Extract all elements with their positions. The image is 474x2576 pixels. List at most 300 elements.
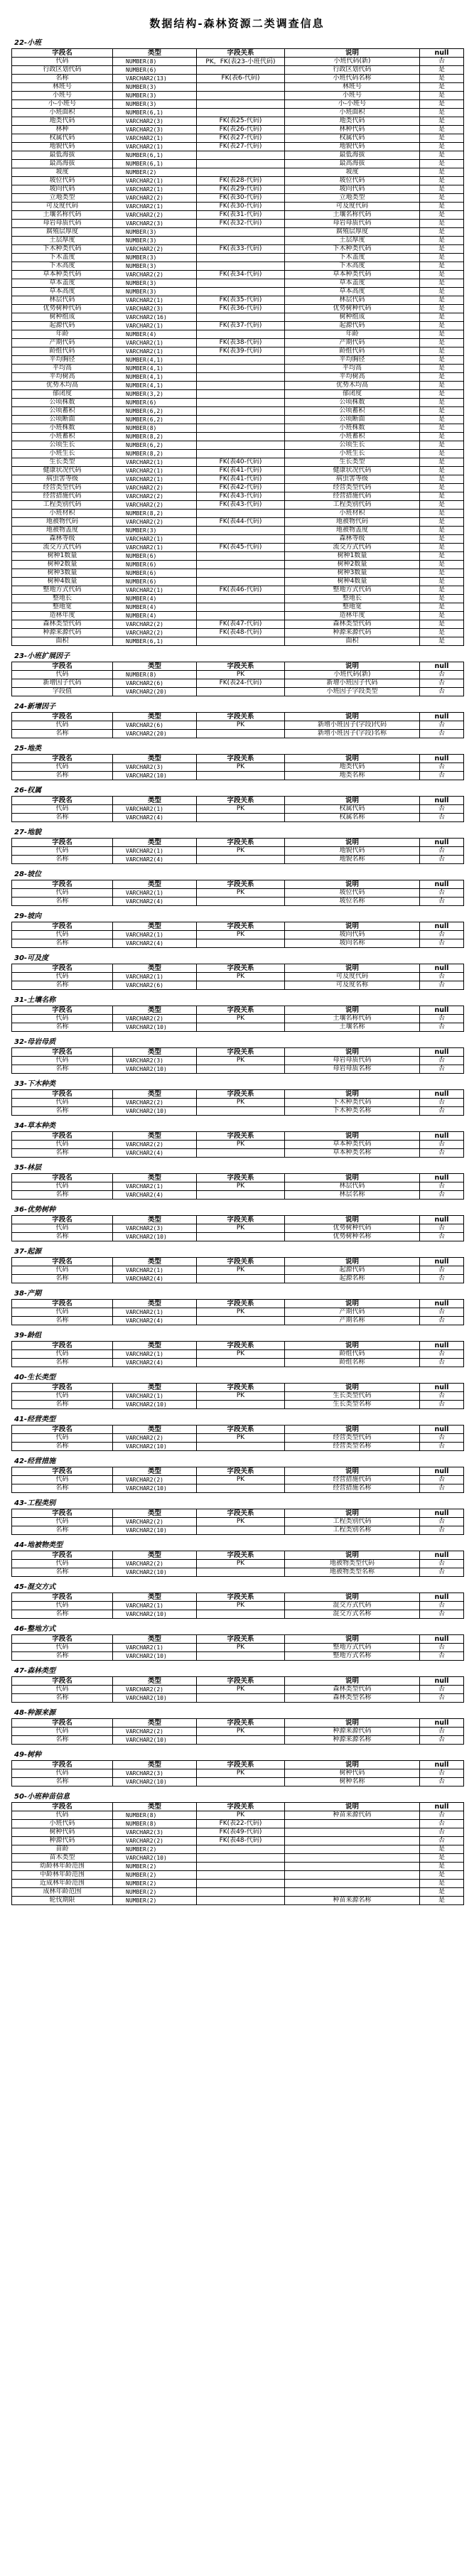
field-name-cell: 整地方式代码 — [12, 586, 113, 595]
relation-cell — [197, 382, 285, 390]
relation-cell: FK(表22-代码) — [197, 1820, 285, 1828]
null-cell: 否 — [420, 688, 464, 696]
header-relation: 字段关系 — [197, 1719, 285, 1728]
relation-cell: PK — [197, 1392, 285, 1401]
field-table — [11, 662, 464, 696]
null-cell: 否 — [420, 1644, 464, 1652]
table-section — [0, 1457, 474, 1493]
table-row — [12, 1023, 464, 1032]
field-name-cell: 名称 — [12, 1107, 113, 1116]
description-cell: 地类名称 — [285, 772, 420, 780]
field-name-cell: 代码 — [12, 1434, 113, 1443]
field-name-cell: 代码 — [12, 1182, 113, 1191]
null-cell: 是 — [420, 552, 464, 561]
field-name-cell: 小班号 — [12, 92, 113, 100]
table-row — [12, 1526, 464, 1535]
relation-cell — [197, 1736, 285, 1745]
description-cell: 草本种类代码 — [285, 271, 420, 279]
field-table — [11, 1257, 464, 1283]
table-row — [12, 1149, 464, 1158]
header-field-name: 字段名 — [12, 1635, 113, 1644]
table-section — [0, 1583, 474, 1619]
description-cell: 新增小班因子(字段)名称 — [285, 730, 420, 738]
type-cell: VARCHAR2(13) — [113, 75, 197, 83]
relation-cell — [197, 1317, 285, 1325]
table-row — [12, 441, 464, 450]
null-cell: 是 — [420, 211, 464, 220]
type-cell: VARCHAR2(10) — [113, 1484, 197, 1493]
field-name-cell: 可及度代码 — [12, 203, 113, 211]
null-cell: 否 — [420, 1652, 464, 1661]
description-cell: 公顷生长 — [285, 441, 420, 450]
relation-cell — [197, 1107, 285, 1116]
header-field-name: 字段名 — [12, 1426, 113, 1434]
null-cell: 是 — [420, 245, 464, 254]
description-cell — [285, 1871, 420, 1880]
table-section — [0, 828, 474, 864]
field-table — [11, 1383, 464, 1409]
null-cell: 否 — [420, 1811, 464, 1820]
null-cell: 否 — [420, 1694, 464, 1703]
description-cell: 土壤名称代码 — [285, 211, 420, 220]
description-cell: 坡向代码 — [285, 931, 420, 939]
relation-cell — [197, 279, 285, 288]
type-cell: NUMBER(2) — [113, 1880, 197, 1888]
table-section — [0, 1750, 474, 1787]
table-row — [12, 856, 464, 864]
type-cell: VARCHAR2(1) — [113, 1182, 197, 1191]
null-cell: 是 — [420, 484, 464, 492]
section-title: 46-整地方式 — [14, 1625, 56, 1633]
null-cell: 是 — [420, 109, 464, 117]
header-description: 说明 — [285, 1006, 420, 1015]
type-cell: NUMBER(8) — [113, 1820, 197, 1828]
table-row — [12, 1644, 464, 1652]
field-table — [11, 712, 464, 738]
relation-cell: PK — [197, 1308, 285, 1317]
null-cell: 是 — [420, 1888, 464, 1897]
table-row — [12, 262, 464, 271]
section-title: 31-土壤名称 — [14, 996, 56, 1004]
description-cell: 小班因子字段类型 — [285, 688, 420, 696]
section-title: 25-地类 — [14, 745, 42, 753]
section-title: 30-可及度 — [14, 954, 49, 962]
relation-cell — [197, 1401, 285, 1409]
table-section — [0, 786, 474, 822]
type-cell: VARCHAR2(16) — [113, 313, 197, 322]
header-null: null — [420, 1509, 464, 1518]
header-null: null — [420, 1719, 464, 1728]
table-row — [12, 1065, 464, 1074]
table-row — [12, 671, 464, 679]
field-name-cell: 名称 — [12, 1065, 113, 1074]
table-row — [12, 1778, 464, 1787]
table-header-row — [12, 1132, 464, 1141]
description-cell: 混交方式名称 — [285, 1610, 420, 1619]
relation-cell: PK — [197, 1602, 285, 1610]
description-cell: 经营类型代码 — [285, 484, 420, 492]
relation-cell: PK — [197, 1099, 285, 1107]
description-cell: 树种1数量 — [285, 552, 420, 561]
null-cell: 否 — [420, 1224, 464, 1233]
field-name-cell: 名称 — [12, 1233, 113, 1241]
relation-cell: FK(表27-代码) — [197, 143, 285, 151]
null-cell: 是 — [420, 262, 464, 271]
type-cell: VARCHAR2(10) — [113, 1443, 197, 1451]
header-relation: 字段关系 — [197, 1761, 285, 1769]
null-cell: 是 — [420, 151, 464, 160]
description-cell: 新增小班因子代码 — [285, 679, 420, 688]
relation-cell — [197, 151, 285, 160]
table-row — [12, 688, 464, 696]
description-cell — [285, 1880, 420, 1888]
description-cell: 小班蓄积 — [285, 433, 420, 441]
header-null: null — [420, 1593, 464, 1602]
type-cell: NUMBER(4) — [113, 595, 197, 603]
field-name-cell: 名称 — [12, 1149, 113, 1158]
field-table — [11, 1676, 464, 1703]
type-cell: VARCHAR2(6) — [113, 721, 197, 730]
description-cell: 地类代码 — [285, 763, 420, 772]
table-row — [12, 1233, 464, 1241]
field-name-cell: 代码 — [12, 1811, 113, 1820]
type-cell: VARCHAR2(2) — [113, 501, 197, 510]
type-cell: NUMBER(2) — [113, 1863, 197, 1871]
field-name-cell: 代码 — [12, 1769, 113, 1778]
type-cell: VARCHAR2(2) — [113, 629, 197, 637]
header-type: 类型 — [113, 1132, 197, 1141]
description-cell: 新增小班因子(字段)代码 — [285, 721, 420, 730]
field-name-cell: 名称 — [12, 898, 113, 906]
relation-cell — [197, 898, 285, 906]
relation-cell: PK — [197, 1644, 285, 1652]
header-relation: 字段关系 — [197, 1258, 285, 1266]
table-header-row — [12, 662, 464, 671]
table-row — [12, 1568, 464, 1577]
table-row — [12, 1434, 464, 1443]
table-row — [12, 527, 464, 535]
field-name-cell: 年龄 — [12, 330, 113, 339]
relation-cell — [197, 1897, 285, 1905]
header-description: 说明 — [285, 1509, 420, 1518]
field-name-cell: 草本高度 — [12, 288, 113, 296]
header-description: 说明 — [285, 1048, 420, 1057]
description-cell: 地貌代码 — [285, 847, 420, 856]
table-section — [0, 1499, 474, 1535]
table-row — [12, 847, 464, 856]
type-cell: VARCHAR2(1) — [113, 296, 197, 305]
table-header-row — [12, 964, 464, 973]
relation-cell — [197, 109, 285, 117]
field-name-cell: 优势木均高 — [12, 382, 113, 390]
description-cell: 权属名称 — [285, 814, 420, 822]
type-cell: VARCHAR2(2) — [113, 245, 197, 254]
field-name-cell: 草本种类代码 — [12, 271, 113, 279]
table-row — [12, 330, 464, 339]
relation-cell — [197, 1484, 285, 1493]
relation-cell: FK(表41-代码) — [197, 467, 285, 475]
table-row — [12, 347, 464, 356]
table-row — [12, 1888, 464, 1897]
type-cell: VARCHAR2(4) — [113, 1275, 197, 1283]
section-title: 37-起源 — [14, 1248, 42, 1256]
relation-cell: PK — [197, 1686, 285, 1694]
field-name-cell: 小班株数 — [12, 424, 113, 433]
header-relation: 字段关系 — [197, 1048, 285, 1057]
null-cell: 是 — [420, 134, 464, 143]
table-row — [12, 981, 464, 990]
type-cell: VARCHAR2(10) — [113, 1233, 197, 1241]
description-cell — [285, 1854, 420, 1863]
type-cell: VARCHAR2(1) — [113, 1308, 197, 1317]
table-row — [12, 1897, 464, 1905]
header-field-name: 字段名 — [12, 1761, 113, 1769]
header-field-name: 字段名 — [12, 1132, 113, 1141]
table-row — [12, 578, 464, 586]
field-name-cell: 幼龄林年龄范围 — [12, 1863, 113, 1871]
field-name-cell: 地类代码 — [12, 117, 113, 126]
field-name-cell: 名称 — [12, 75, 113, 83]
relation-cell: FK(表33-代码) — [197, 245, 285, 254]
relation-cell: PK — [197, 1560, 285, 1568]
field-name-cell: 名称 — [12, 730, 113, 738]
description-cell: 腐殖层厚度 — [285, 228, 420, 237]
field-name-cell: 郁闭度 — [12, 390, 113, 399]
table-section — [0, 744, 474, 780]
header-field-name: 字段名 — [12, 1342, 113, 1350]
field-name-cell: 树种4数量 — [12, 578, 113, 586]
field-name-cell: 整地宽 — [12, 603, 113, 612]
table-header-row — [12, 1048, 464, 1057]
relation-cell: PK — [197, 1518, 285, 1526]
type-cell: VARCHAR2(2) — [113, 484, 197, 492]
relation-cell — [197, 569, 285, 578]
field-name-cell: 名称 — [12, 1443, 113, 1451]
table-row — [12, 595, 464, 603]
null-cell: 否 — [420, 1778, 464, 1787]
table-row — [12, 450, 464, 458]
description-cell: 下木种类代码 — [285, 245, 420, 254]
table-row — [12, 407, 464, 416]
field-name-cell: 起源代码 — [12, 322, 113, 330]
type-cell: VARCHAR2(3) — [113, 1057, 197, 1065]
description-cell: 整地宽 — [285, 603, 420, 612]
field-name-cell: 权属代码 — [12, 134, 113, 143]
null-cell: 是 — [420, 518, 464, 527]
description-cell: 母岩母质代码 — [285, 220, 420, 228]
type-cell: VARCHAR2(2) — [113, 1518, 197, 1526]
null-cell: 否 — [420, 1233, 464, 1241]
relation-cell — [197, 688, 285, 696]
header-relation: 字段关系 — [197, 1342, 285, 1350]
relation-cell — [197, 772, 285, 780]
table-section — [0, 652, 474, 696]
table-row — [12, 1141, 464, 1149]
null-cell: 是 — [420, 177, 464, 185]
description-cell: 森林等级 — [285, 535, 420, 544]
description-cell: 权属代码 — [285, 134, 420, 143]
header-description: 说明 — [285, 1761, 420, 1769]
header-null: null — [420, 1342, 464, 1350]
type-cell: NUMBER(6,1) — [113, 151, 197, 160]
null-cell: 否 — [420, 1434, 464, 1443]
type-cell: VARCHAR2(2) — [113, 518, 197, 527]
header-type: 类型 — [113, 1174, 197, 1182]
relation-cell — [197, 1568, 285, 1577]
table-row — [12, 245, 464, 254]
table-row — [12, 1107, 464, 1116]
type-cell: VARCHAR2(1) — [113, 973, 197, 981]
description-cell: 林层名称 — [285, 1191, 420, 1200]
field-name-cell: 公顷断面 — [12, 416, 113, 424]
section-title: 34-草本种类 — [14, 1122, 56, 1130]
type-cell: VARCHAR2(10) — [113, 1652, 197, 1661]
description-cell: 经营措施代码 — [285, 1476, 420, 1484]
description-cell: 草本种类名称 — [285, 1149, 420, 1158]
table-section — [0, 1541, 474, 1577]
relation-cell — [197, 313, 285, 322]
field-table — [11, 1760, 464, 1787]
table-row — [12, 313, 464, 322]
description-cell: 工程类别名称 — [285, 1526, 420, 1535]
relation-cell: PK — [197, 763, 285, 772]
section-title: 42-经营措施 — [14, 1457, 56, 1465]
field-name-cell: 代码 — [12, 1057, 113, 1065]
description-cell: 土层厚度 — [285, 237, 420, 245]
field-name-cell: 地貌代码 — [12, 143, 113, 151]
table-row — [12, 220, 464, 228]
relation-cell — [197, 416, 285, 424]
table-row — [12, 612, 464, 620]
field-name-cell: 小班代码 — [12, 1820, 113, 1828]
header-field-name: 字段名 — [12, 755, 113, 763]
field-name-cell: 名称 — [12, 1023, 113, 1032]
header-null: null — [420, 1803, 464, 1811]
table-row — [12, 1392, 464, 1401]
section-title: 43-工程类别 — [14, 1499, 56, 1507]
relation-cell — [197, 856, 285, 864]
null-cell: 否 — [420, 1266, 464, 1275]
field-name-cell: 面积 — [12, 637, 113, 646]
description-cell: 可及度代码 — [285, 973, 420, 981]
null-cell: 是 — [420, 203, 464, 211]
table-row — [12, 1401, 464, 1409]
table-section — [0, 1079, 474, 1116]
table-row — [12, 1602, 464, 1610]
null-cell: 是 — [420, 339, 464, 347]
relation-cell: FK(表39-代码) — [197, 347, 285, 356]
header-description: 说明 — [285, 964, 420, 973]
relation-cell: FK(表30-代码) — [197, 194, 285, 203]
type-cell: VARCHAR2(1) — [113, 467, 197, 475]
null-cell: 是 — [420, 620, 464, 629]
null-cell: 是 — [420, 535, 464, 544]
field-name-cell: 小班生长 — [12, 450, 113, 458]
section-title: 49-树种 — [14, 1751, 42, 1759]
description-cell: 产期代码 — [285, 339, 420, 347]
relation-cell: FK(表38-代码) — [197, 339, 285, 347]
type-cell: NUMBER(3) — [113, 288, 197, 296]
header-relation: 字段关系 — [197, 1467, 285, 1476]
header-field-name: 字段名 — [12, 713, 113, 721]
table-header-row — [12, 880, 464, 889]
table-row — [12, 254, 464, 262]
field-table — [11, 796, 464, 822]
field-name-cell: 下木高度 — [12, 262, 113, 271]
relation-cell — [197, 1065, 285, 1074]
table-row — [12, 1350, 464, 1359]
table-header-row — [12, 839, 464, 847]
field-name-cell: 中龄林年龄范围 — [12, 1871, 113, 1880]
field-name-cell: 林层代码 — [12, 296, 113, 305]
relation-cell — [197, 552, 285, 561]
header-null: null — [420, 1300, 464, 1308]
relation-cell: PK — [197, 1476, 285, 1484]
type-cell: VARCHAR2(2) — [113, 1686, 197, 1694]
null-cell: 否 — [420, 1769, 464, 1778]
header-description: 说明 — [285, 797, 420, 805]
table-row — [12, 1686, 464, 1694]
relation-cell — [197, 730, 285, 738]
field-name-cell: 代码 — [12, 1560, 113, 1568]
header-field-name: 字段名 — [12, 1803, 113, 1811]
null-cell: 是 — [420, 407, 464, 416]
header-null: null — [420, 713, 464, 721]
table-section — [0, 1624, 474, 1661]
table-row — [12, 1610, 464, 1619]
table-row — [12, 1828, 464, 1837]
type-cell: VARCHAR2(3) — [113, 763, 197, 772]
field-table — [11, 754, 464, 780]
relation-cell: PK — [197, 721, 285, 730]
relation-cell — [197, 527, 285, 535]
field-name-cell: 公顷生长 — [12, 441, 113, 450]
field-name-cell: 小班面积 — [12, 109, 113, 117]
field-name-cell: 名称 — [12, 1359, 113, 1367]
field-name-cell: 平均树高 — [12, 373, 113, 382]
table-row — [12, 1736, 464, 1745]
field-name-cell: 名称 — [12, 772, 113, 780]
header-null: null — [420, 922, 464, 931]
type-cell: VARCHAR2(4) — [113, 1149, 197, 1158]
field-name-cell: 名称 — [12, 939, 113, 948]
null-cell: 是 — [420, 160, 464, 168]
description-cell: 整地方式代码 — [285, 1644, 420, 1652]
field-name-cell: 代码 — [12, 1015, 113, 1023]
type-cell: VARCHAR2(4) — [113, 939, 197, 948]
relation-cell — [197, 100, 285, 109]
field-name-cell: 代码 — [12, 1224, 113, 1233]
type-cell: VARCHAR2(3) — [113, 117, 197, 126]
table-row — [12, 75, 464, 83]
relation-cell — [197, 330, 285, 339]
table-row — [12, 92, 464, 100]
null-cell: 否 — [420, 1602, 464, 1610]
header-null: null — [420, 1048, 464, 1057]
field-name-cell: 代码 — [12, 1308, 113, 1317]
header-type: 类型 — [113, 922, 197, 931]
null-cell: 是 — [420, 288, 464, 296]
field-name-cell: 代码 — [12, 1350, 113, 1359]
header-description: 说明 — [285, 1719, 420, 1728]
table-header-row — [12, 1803, 464, 1811]
table-row — [12, 151, 464, 160]
null-cell: 否 — [420, 1023, 464, 1032]
null-cell: 否 — [420, 772, 464, 780]
header-field-name: 字段名 — [12, 1509, 113, 1518]
section-title: 44-地被物类型 — [14, 1541, 63, 1549]
description-cell: 林班号 — [285, 83, 420, 92]
